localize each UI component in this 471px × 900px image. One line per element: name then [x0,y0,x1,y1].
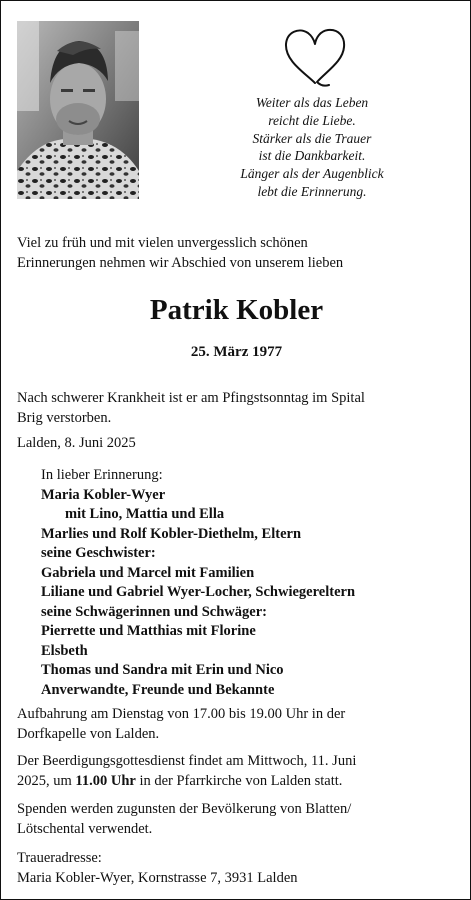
birth-date: 25. März 1977 [190,344,283,360]
quote-line: Länger als der Augenblick [240,166,384,182]
list-item: Anverwandte, Freunde und Bekannte [41,681,275,698]
list-item: Liliane und Gabriel Wyer-Locher, Schwiegereltern [41,584,356,600]
list-item: seine Geschwister: [41,545,156,561]
mourning-address [17,849,298,888]
quote-line: ist die Dankbarkeit. [258,148,366,164]
quote-line: Weiter als das Leben [255,95,369,110]
address-label: Traueradresse: [17,850,102,866]
death-notice: Nach schwerer Krankheit ist er am Pfingstsonntag im Spital Brig verstorben. [17,390,365,426]
memorial-quote [197,94,427,201]
list-item: seine Schwägerinnen und Schwäger: [41,603,267,620]
list-item: Maria Kobler-Wyer [41,486,166,503]
mourners-intro: In lieber Erinnerung: [41,467,163,483]
intro-text: Viel zu früh und mit vielen unvergesslich schönen Erinnerungen nehmen wir Abschied von unserem lieben [17,235,344,271]
quote-line: Stärker als die Trauer [252,130,372,146]
quote-line: reicht die Liebe. [268,112,356,128]
portrait-photo [17,21,139,199]
viewing-info: Aufbahrung am Dienstag von 17.00 bis 19.00 Uhr in der Dorfkapelle von Lalden. [17,706,346,742]
list-item: mit Lino, Mattia und Ella [65,506,225,522]
list-item: Thomas und Sandra mit Erin und Nico [41,662,284,678]
list-item: Gabriela und Marcel mit Familien [41,564,255,581]
quote-line: lebt die Erinnerung. [257,183,367,199]
donations-info: Spenden werden zugunsten der Bevölkerung von Blatten/ Lötschental verwendet. [17,801,352,837]
deceased-name: Patrik Kobler [149,294,324,326]
heart-icon [281,25,349,87]
address-value: Maria Kobler-Wyer, Kornstrasse 7, 3931 Lalden [17,869,298,886]
funeral-info: Der Beerdigungsgottesdienst findet am Mittwoch, 11. Juni 2025, um 11.00 Uhr in der Pfarrkirche von Lalden statt. [17,753,357,789]
list-item: Elsbeth [41,642,88,659]
list-item: Marlies und Rolf Kobler-Diethelm, Eltern [41,525,302,542]
list-item: Pierrette und Matthias mit Florine [41,623,256,639]
place-date: Lalden, 8. Juni 2025 [17,435,136,451]
mourners-list [41,466,355,700]
